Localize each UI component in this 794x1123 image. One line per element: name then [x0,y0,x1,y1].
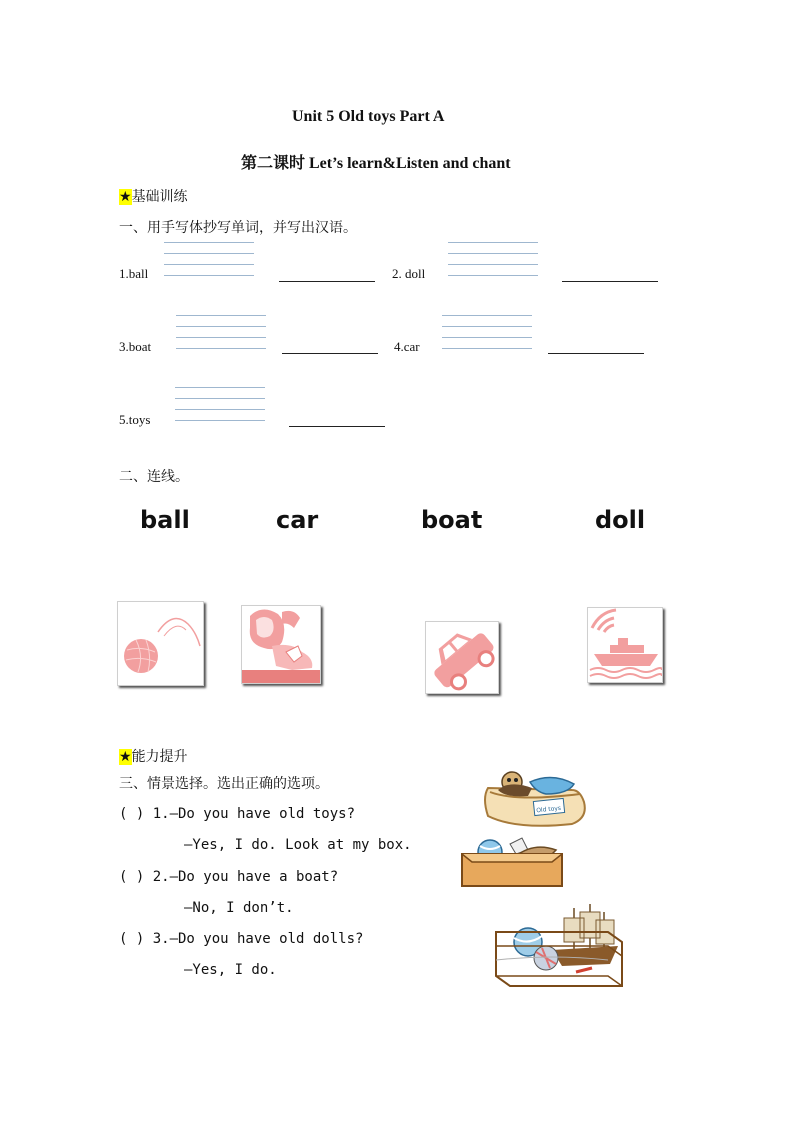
doll-icon [242,606,320,683]
word-doll: 2. doll [392,266,426,281]
match-word-ball[interactable]: ball [140,506,190,534]
toy-chest-picture [492,902,627,992]
old-toys-label: Old toys [535,804,562,815]
handwriting-lines [176,315,266,351]
car-picture[interactable] [425,621,499,694]
answer-blank[interactable] [289,426,385,427]
answer-item-1: —Yes, I do. Look at my box. [184,837,412,853]
handwriting-lines [442,315,532,351]
car-icon [426,622,498,693]
section-basic-heading [119,186,188,206]
answer-item-2: —No, I don’t. [184,900,294,916]
ball-picture[interactable] [117,601,204,686]
answer-blank[interactable] [282,353,378,354]
question-item-2: ( ) 2.—Do you have a boat? [119,869,339,885]
handwriting-lines [164,242,254,278]
question-item-1: ( ) 1.—Do you have old toys? [119,806,356,822]
boat-picture[interactable] [587,607,663,683]
answer-item-3: —Yes, I do. [184,962,277,978]
word-toys: 5.toys [119,412,151,427]
page-subtitle: 第二课时 Let’s learn&Listen and chant [241,155,511,172]
answer-blank[interactable] [562,281,658,282]
star-icon: ★ [119,749,132,765]
handwriting-lines [448,242,538,278]
toy-box-picture [460,836,564,888]
section-advanced-heading [119,746,188,766]
question-1-title: 一、用手写体抄写单词，并写出汉语。 [119,220,357,236]
word-ball: 1.ball [119,266,149,281]
answer-blank[interactable] [279,281,375,282]
match-word-car[interactable]: car [276,506,319,534]
section-basic-label: 基础训练 [131,189,188,205]
question-3-title: 三、情景选择。选出正确的选项。 [119,776,329,792]
page-title: Unit 5 Old toys Part A [292,108,445,125]
ball-icon [118,602,203,685]
match-word-doll[interactable]: doll [595,506,646,534]
toy-box-basket-picture [476,768,596,830]
boat-icon [588,608,662,682]
section-advanced-label: 能力提升 [131,749,188,765]
handwriting-lines [175,387,265,423]
question-item-3: ( ) 3.—Do you have old dolls? [119,931,364,947]
star-icon: ★ [119,189,132,205]
word-car: 4.car [394,339,420,354]
match-word-boat[interactable]: boat [421,506,483,534]
answer-blank[interactable] [548,353,644,354]
question-2-title: 二、连线。 [119,469,189,485]
doll-picture[interactable] [241,605,321,684]
word-boat: 3.boat [119,339,152,354]
